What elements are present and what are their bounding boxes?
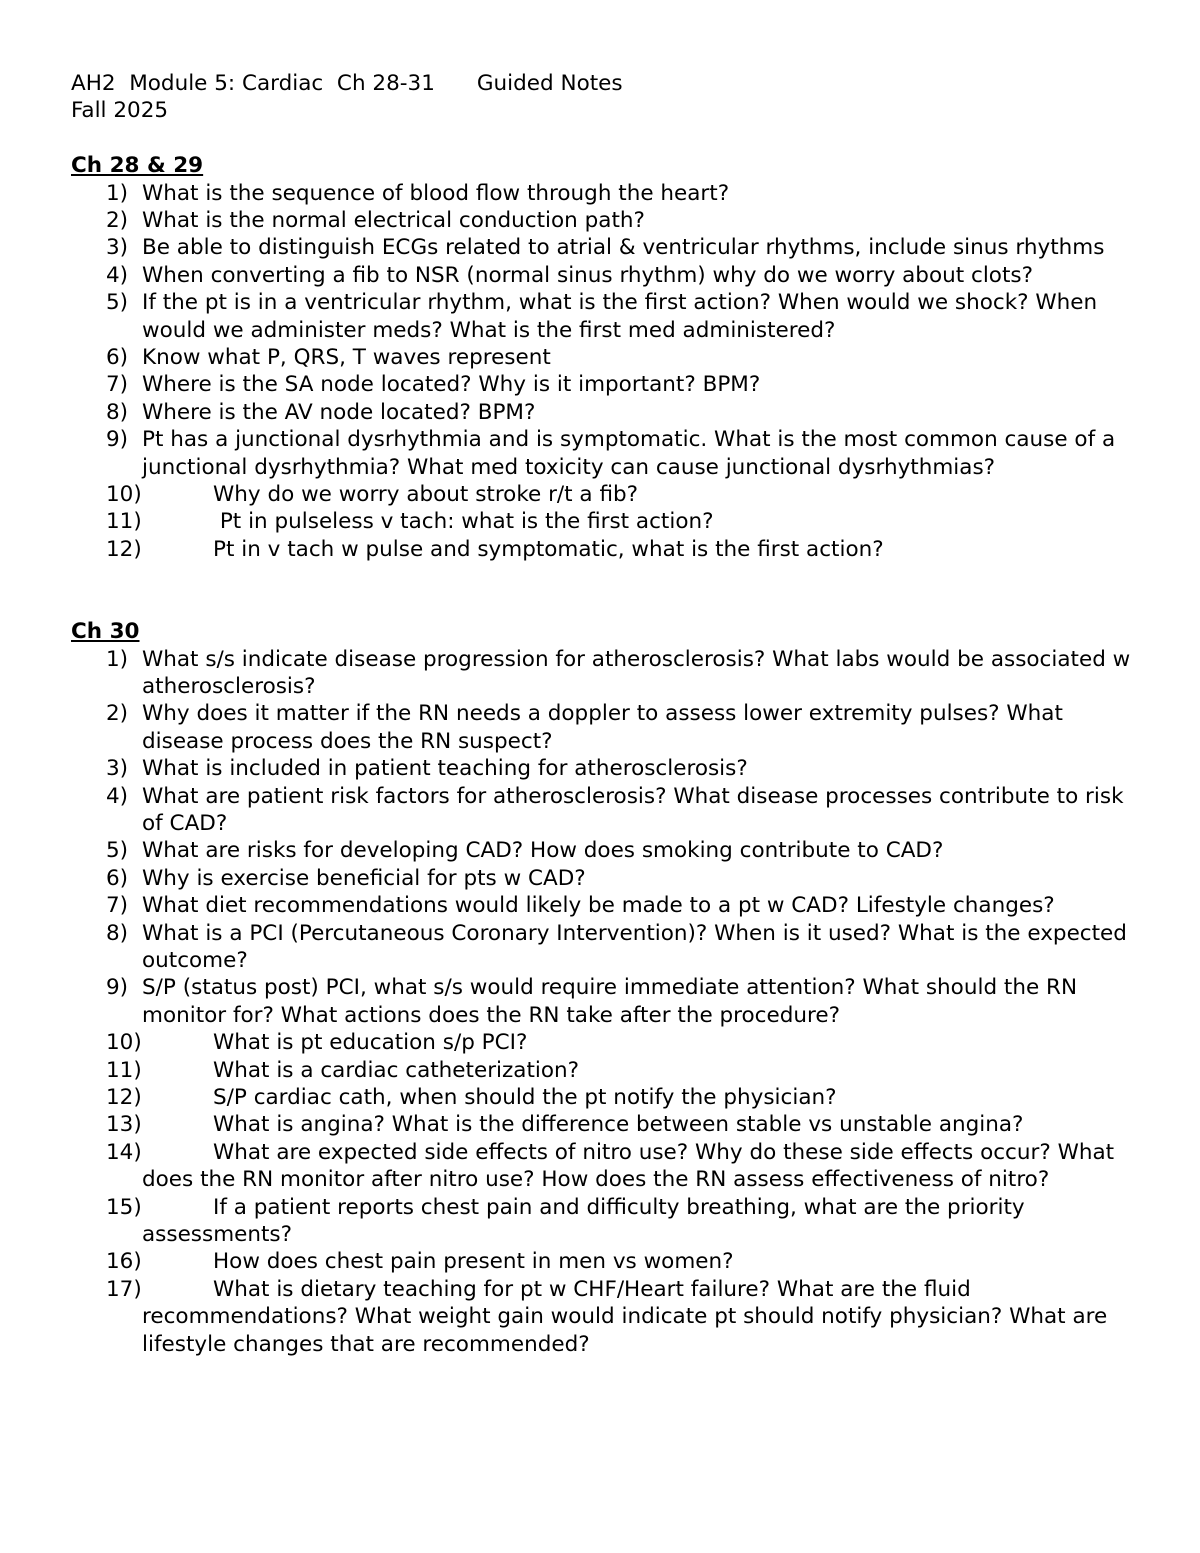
list-item: [71, 207, 1141, 234]
item-number: 5): [106, 290, 129, 316]
item-number: 4): [106, 262, 129, 288]
item-text: What is a cardiac catheterization?: [213, 1057, 580, 1083]
item-text: Pt has a junctional dysrhythmia and is symptomatic. What is the most common cause of a junctional dysrhythmia? What med toxicity can cause junctional dysrhythmias?: [142, 427, 1116, 480]
item-number: 12): [106, 536, 142, 562]
item-number: 11): [106, 509, 142, 535]
list-item: [71, 865, 1141, 892]
item-number: 9): [106, 975, 129, 1001]
item-number: 6): [106, 345, 129, 371]
section-ch28-29: [71, 152, 1141, 563]
item-text: What is dietary teaching for pt w CHF/Heart failure? What are the fluid recommendations? What weight gain would indicate pt should notify physician? What are lifestyle changes that are recommended?: [142, 1276, 1108, 1357]
item-text: Where is the SA node located? Why is it important? BPM?: [142, 372, 761, 398]
item-number: 10): [106, 482, 142, 508]
document-title: AH2 Module 5: Cardiac Ch 28-31: [71, 71, 435, 96]
list-item: [71, 755, 1141, 782]
section-heading: Ch 28 & 29: [71, 153, 204, 179]
item-text: Know what P, QRS, T waves represent: [142, 345, 551, 371]
list-item: [71, 234, 1141, 261]
list-item: [71, 289, 1141, 344]
item-number: 7): [106, 372, 129, 398]
list-item: [71, 892, 1141, 919]
section-heading: Ch 30: [71, 619, 140, 645]
item-number: 12): [106, 1085, 142, 1110]
list-item: [71, 646, 1141, 701]
item-text: S/P cardiac cath, when should the pt notify the physician?: [213, 1085, 837, 1110]
document-term: Fall 2025: [71, 98, 169, 124]
item-text: What is the sequence of blood flow through the heart?: [142, 180, 730, 206]
list-item: [71, 371, 1141, 398]
item-text: Pt in pulseless v tach: what is the first action?: [213, 509, 714, 535]
item-text: What is included in patient teaching for atherosclerosis?: [142, 756, 748, 782]
item-text: What is a PCI (Percutaneous Coronary Intervention)? When is it used? What is the expected outcome?: [142, 920, 1127, 973]
question-list: [71, 180, 1141, 564]
question-list: [71, 646, 1141, 1359]
item-number: 5): [106, 838, 129, 864]
item-number: 2): [106, 701, 129, 727]
document-page: [71, 70, 1141, 1358]
list-item: [71, 1029, 1141, 1056]
item-number: 15): [106, 1194, 142, 1220]
item-text: What s/s indicate disease progression for atherosclerosis? What labs would be associated w atherosclerosis?: [142, 646, 1131, 699]
item-number: 9): [106, 427, 129, 453]
item-text: What are expected side effects of nitro use? Why do these side effects occur? What does the RN monitor after nitro use? How does the RN assess effectiveness of nitro?: [142, 1139, 1115, 1193]
document-subtitle: Guided Notes: [476, 71, 623, 96]
item-number: 10): [106, 1030, 142, 1056]
list-item: [71, 481, 1141, 508]
document-title-line: [71, 70, 1141, 97]
item-text: When converting a fib to NSR (normal sinus rhythm) why do we worry about clots?: [142, 262, 1033, 288]
item-text: If a patient reports chest pain and difficulty breathing, what are the priority assessments?: [142, 1194, 1025, 1248]
item-text: Be able to distinguish ECGs related to atrial & ventricular rhythms, include sinus rhythms: [142, 235, 1105, 261]
item-text: Where is the AV node located? BPM?: [142, 399, 536, 425]
section-ch30: [71, 618, 1141, 1358]
item-number: 1): [106, 180, 129, 206]
list-item: [71, 399, 1141, 426]
list-item: [71, 974, 1141, 1029]
list-item: [71, 1194, 1141, 1249]
item-number: 1): [106, 646, 129, 672]
list-item: [71, 426, 1141, 481]
item-number: 2): [106, 208, 129, 234]
item-number: 6): [106, 865, 129, 891]
item-text: S/P (status post) PCI, what s/s would require immediate attention? What should the RN monitor for? What actions does the RN take after the procedure?: [142, 975, 1078, 1028]
item-number: 3): [106, 756, 129, 782]
item-text: What is pt education s/p PCI?: [213, 1030, 528, 1056]
item-number: 4): [106, 783, 129, 809]
item-number: 3): [106, 235, 129, 261]
list-item: [71, 1057, 1141, 1084]
item-text: If the pt is in a ventricular rhythm, what is the first action? When would we shock? When would we administer meds? What is the first med administered?: [142, 290, 1098, 343]
item-text: Pt in v tach w pulse and symptomatic, what is the first action?: [213, 536, 884, 562]
list-item: [71, 1139, 1141, 1194]
item-number: 14): [106, 1139, 142, 1165]
list-item: [71, 1084, 1141, 1111]
item-text: Why do we worry about stroke r/t a fib?: [213, 482, 639, 508]
item-number: 16): [106, 1249, 142, 1275]
list-item: [71, 344, 1141, 371]
item-number: 8): [106, 399, 129, 425]
list-item: [71, 180, 1141, 207]
item-number: 8): [106, 920, 129, 946]
item-text: What is angina? What is the difference between stable vs unstable angina?: [213, 1112, 1024, 1138]
list-item: [71, 700, 1141, 755]
list-item: [71, 508, 1141, 535]
item-text: What is the normal electrical conduction path?: [142, 208, 645, 234]
item-number: 13): [106, 1112, 142, 1138]
list-item: [71, 1111, 1141, 1138]
list-item: [71, 262, 1141, 289]
item-number: 7): [106, 893, 129, 919]
item-text: What are risks for developing CAD? How does smoking contribute to CAD?: [142, 838, 944, 864]
item-text: Why is exercise beneficial for pts w CAD?: [142, 865, 586, 891]
list-item: [71, 783, 1141, 838]
list-item: [71, 837, 1141, 864]
list-item: [71, 536, 1141, 563]
list-item: [71, 1276, 1141, 1358]
item-text: Why does it matter if the RN needs a doppler to assess lower extremity pulses? What disease process does the RN suspect?: [142, 701, 1063, 754]
list-item: [71, 920, 1141, 975]
list-item: [71, 1248, 1141, 1275]
item-number: 17): [106, 1276, 142, 1302]
item-number: 11): [106, 1057, 142, 1083]
item-text: How does chest pain present in men vs women?: [213, 1249, 734, 1275]
item-text: What are patient risk factors for atherosclerosis? What disease processes contribute to risk of CAD?: [142, 783, 1124, 836]
item-text: What diet recommendations would likely be made to a pt w CAD? Lifestyle changes?: [142, 893, 1055, 919]
